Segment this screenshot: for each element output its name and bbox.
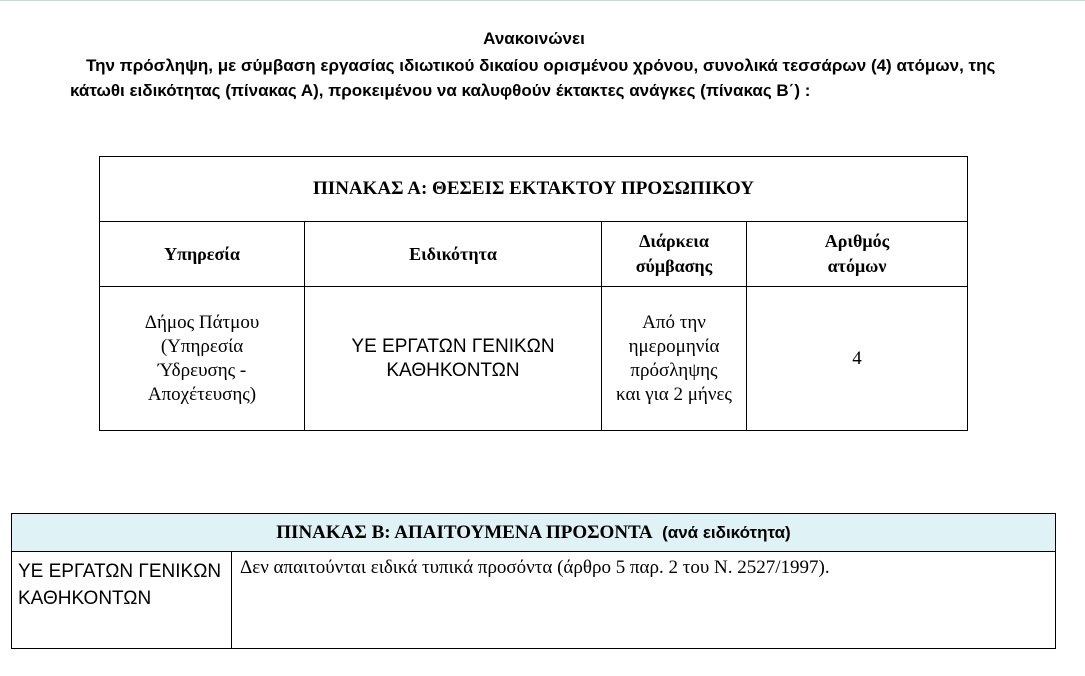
table-b-title-text: ΠΙΝΑΚΑΣ Β: ΑΠΑΙΤΟΥΜΕΝΑ ΠΡΟΣΟΝΤΑ	[276, 521, 653, 543]
cell-specialty: ΥΕ ΕΡΓΑΤΩΝ ΓΕΝΙΚΩΝ ΚΑΘΗΚΟΝΤΩΝ	[305, 287, 602, 431]
cell-specialty-b: ΥΕ ΕΡΓΑΤΩΝ ΓΕΝΙΚΩΝ ΚΑΘΗΚΟΝΤΩΝ	[12, 552, 232, 649]
header-count: Αριθμός ατόμων	[747, 222, 968, 287]
table-b-title-suffix: (ανά ειδικότητα)	[662, 522, 791, 542]
table-b-title	[12, 514, 1056, 552]
announcement-intro: Την πρόσληψη, με σύμβαση εργασίας ιδιωτικού δικαίου ορισμένου χρόνου, συνολικά τεσσάρων (4) ατόμων, της κάτωθι ειδικότητας (πίνακας Α), προκειμένου να καλυφθούν έκτακτες ανάγκες (πίνακας Β΄) :	[70, 56, 996, 100]
header-specialty: Ειδικότητα	[305, 222, 602, 287]
table-row	[100, 287, 968, 431]
top-divider	[0, 0, 1085, 1]
table-a-title: ΠΙΝΑΚΑΣ Α: ΘΕΣΕΙΣ ΕΚΤΑΚΤΟΥ ΠΡΟΣΩΠΙΚΟΥ	[100, 157, 968, 222]
cell-count: 4	[747, 287, 968, 431]
table-a-header-row	[100, 222, 968, 287]
cell-service: Δήμος Πάτμου (Υπηρεσία Ύδρευσης - Αποχέτευσης)	[100, 287, 305, 431]
cell-duration: Από την ημερομηνία πρόσληψης και για 2 μήνες	[602, 287, 747, 431]
announcement-heading: Ανακοινώνει	[483, 29, 585, 48]
cell-requirements: Δεν απαιτούνται ειδικά τυπικά προσόντα (άρθρο 5 παρ. 2 του Ν. 2527/1997).	[232, 552, 1056, 649]
table-b-qualifications	[11, 513, 1056, 649]
header-duration: Διάρκεια σύμβασης	[602, 222, 747, 287]
header-service: Υπηρεσία	[100, 222, 305, 287]
table-a-positions	[99, 156, 968, 431]
table-row	[12, 552, 1056, 649]
